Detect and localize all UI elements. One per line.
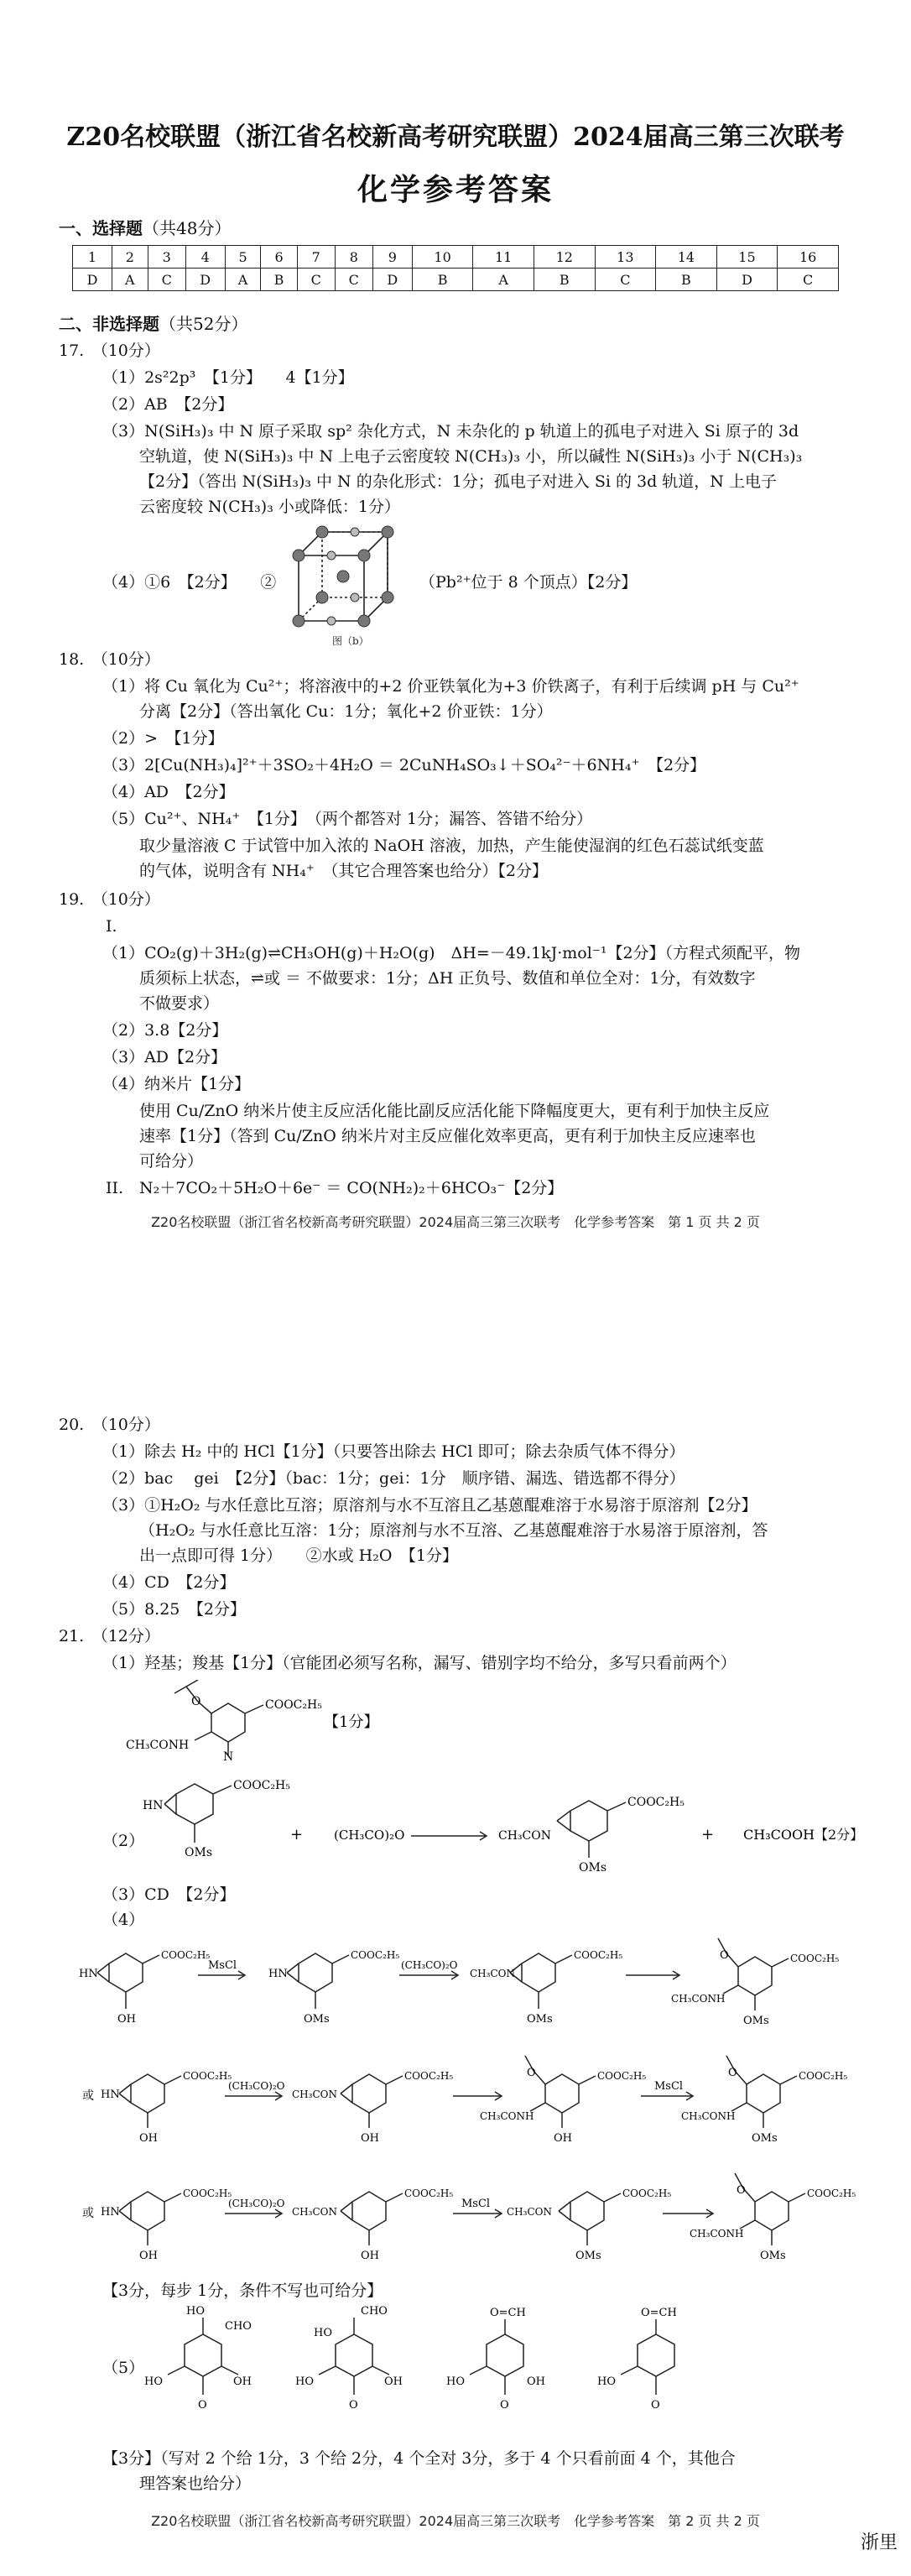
r2-amide-nh-1: CH₃CONH <box>480 2110 534 2122</box>
q17-part2: （2）AB 【2分】 <box>102 395 234 414</box>
q19-part4-line3: 速率【1分】（答到 Cu/ZnO 纳米片对主反应催化效率更高，更有利于加快主反应速率也 <box>139 1127 756 1145</box>
r2-ac2o: (CH₃CO)₂O <box>228 2080 285 2092</box>
iso4-o: O <box>651 2399 660 2412</box>
q-answer: D <box>185 269 225 291</box>
r1-oh: OH <box>117 2013 136 2026</box>
iso1-cho: CHO <box>225 2320 252 2333</box>
r2-ester-4: COOC₂H₅ <box>799 2070 848 2082</box>
r3-amide-1: CH₃CON <box>292 2206 337 2218</box>
q21-route-3 <box>0 2165 911 2274</box>
r1-ester-4: COOC₂H₅ <box>790 1953 840 1964</box>
q19-part-i: I. <box>106 917 117 936</box>
page-2-footer: Z20名校联盟（浙江省名校新高考研究联盟）2024届高三第三次联考 化学参考答案 第 2 页 共 2 页 <box>151 2513 760 2529</box>
q-number: 1 <box>73 246 112 269</box>
r2-oh-1: OH <box>139 2132 158 2145</box>
r3-oh-1: OH <box>139 2250 158 2262</box>
r2-oh-2: OH <box>361 2132 379 2145</box>
q-answer: C <box>148 269 185 291</box>
r2-hn: HN <box>101 2088 120 2101</box>
q-number: 15 <box>716 246 778 269</box>
answer-table-answers <box>73 269 839 291</box>
r2-or: 或 <box>82 2089 94 2103</box>
iso1-oh: OH <box>233 2375 252 2388</box>
answer-table <box>72 245 839 291</box>
iso1-o: O <box>198 2399 207 2412</box>
r3-or: 或 <box>82 2207 94 2220</box>
q20-heading: 20. （10分） <box>59 1416 160 1434</box>
answer-table-numbers <box>73 246 839 269</box>
q20-part5: （5）8.25 【2分】 <box>102 1600 246 1619</box>
q17-part4: （4）①6 【2分】 ② <box>102 573 277 592</box>
iso1-ho-top: HO <box>186 2305 205 2318</box>
r3-o: O <box>737 2184 746 2197</box>
iso2-ho: HO <box>295 2375 314 2388</box>
corner-label: 浙里 <box>860 2532 898 2553</box>
r2-amide: CH₃CON <box>292 2088 337 2100</box>
iso2-o: O <box>349 2399 358 2412</box>
q18-part3: （3）2[Cu(NH₃)₄]²⁺＋3SO₂＋4H₂O ＝ 2CuNH₄SO₃↓＋SO₄²⁻＋6NH₄⁺ 【2分】 <box>102 756 706 774</box>
iso3-formyl: O=CH <box>490 2307 526 2319</box>
r1-ac2o: (CH₃CO)₂O <box>401 1959 458 1971</box>
q21-route-2 <box>0 2047 911 2156</box>
q-number: 2 <box>112 246 148 269</box>
q17-part3-line4: 云密度较 N(CH₃)₃ 小或降低：1分） <box>139 498 400 516</box>
q18-part1-line2: 分离【2分】（答出氧化 Cu：1分；氧化+2 价亚铁：1分） <box>139 702 553 721</box>
r1-amide: CH₃CON <box>470 1968 515 1979</box>
q21-part2: （2） <box>102 1832 145 1850</box>
q21-route-1 <box>0 1930 911 2039</box>
q-answer: A <box>112 269 148 291</box>
r3-oms-2: OMs <box>760 2250 786 2262</box>
q21-s2-ester: COOC₂H₅ <box>233 1779 290 1792</box>
q21-s2-product-oms: OMs <box>579 1861 606 1875</box>
q21-s2-anhydride: (CH₃CO)₂O <box>334 1828 405 1843</box>
q21-s2-acetic-acid: CH₃COOH【2分】 <box>743 1827 864 1843</box>
r1-ester-2: COOC₂H₅ <box>351 1949 400 1961</box>
q21-part4-score: 【3分，每步 1分，条件不写也可给分】 <box>102 2281 383 2300</box>
r2-ester-1: COOC₂H₅ <box>183 2070 232 2082</box>
r1-ester-3: COOC₂H₅ <box>574 1949 623 1961</box>
iso2-oh: OH <box>384 2375 403 2388</box>
r3-ester-3: COOC₂H₅ <box>622 2188 672 2199</box>
section-nonmc-points: （共52分） <box>159 314 248 334</box>
q21-part5-score-line2: 理答案也给分） <box>139 2474 252 2493</box>
iso1-ho: HO <box>144 2375 163 2388</box>
q-answer: B <box>412 269 473 291</box>
r2-mscl: MsCl <box>654 2080 684 2093</box>
q21-part3: （3）CD 【2分】 <box>102 1885 236 1904</box>
q19-heading: 19. （10分） <box>59 890 160 909</box>
q19-part1-line3: 不做要求） <box>139 994 220 1013</box>
q21-s1-n: N <box>223 1750 234 1760</box>
q21-s1-amide: CH₃CONH <box>126 1739 190 1752</box>
q-answer: B <box>261 269 297 291</box>
r1-mscl: MsCl <box>208 1959 237 1972</box>
q-number: 3 <box>148 246 185 269</box>
q-number: 4 <box>185 246 225 269</box>
q18-part5: （5）Cu²⁺、NH₄⁺ 【1分】 （两个都答对 1分；漏答、答错不给分） <box>102 810 593 828</box>
q-number: 8 <box>335 246 372 269</box>
q21-s2-product-amide: CH₃CON <box>498 1829 551 1843</box>
figure-caption: 图（b） <box>332 635 369 647</box>
iso2-ho-top: HO <box>314 2327 332 2339</box>
q19-part-ii: II. N₂＋7CO₂＋5H₂O＋6e⁻ ＝ CO(NH₂)₂＋6HCO₃⁻【2分】 <box>106 1179 564 1197</box>
q21-part1: （1）羟基；羧基【1分】（官能团必须写名称，漏写、错别字均不给分，多写只看前两个） <box>102 1654 737 1672</box>
q21-s1-score: 【1分】 <box>324 1713 379 1731</box>
q17-part3: （3）N(SiH₃)₃ 中 N 原子采取 sp² 杂化方式，N 未杂化的 p 轨道上的孤电子对进入 Si 原子的 3d <box>102 422 799 441</box>
q20-part1: （1）除去 H₂ 中的 HCl【1分】（只要答出除去 HCl 即可；除去杂质气体不得分） <box>102 1442 685 1461</box>
q17-part3-line2: 空轨道，使 N(SiH₃)₃ 中 N 上电子云密度较 N(CH₃)₃ 小，所以碱性 N(SiH₃)₃ 小于 N(CH₃)₃ <box>139 447 803 466</box>
q-answer: D <box>716 269 778 291</box>
q-number: 16 <box>778 246 839 269</box>
section-nonmc <box>59 310 247 335</box>
q21-part5-score: 【3分】（写对 2 个给 1分，3 个给 2分，4 个全对 3分，多于 4 个只看前面 4 个，其他合 <box>102 2449 736 2468</box>
section-nonmc-heading: 二、非选择题 <box>59 314 159 334</box>
q-answer: B <box>656 269 717 291</box>
q21-s2-oms: OMs <box>185 1846 212 1859</box>
q-answer: C <box>595 269 656 291</box>
q19-part4-line4: 可给分） <box>139 1152 204 1171</box>
q21-heading: 21. （12分） <box>59 1627 160 1645</box>
q21-equation-2 <box>0 1760 911 1878</box>
r2-o-1: O <box>527 2067 536 2079</box>
iso3-o: O <box>500 2399 509 2412</box>
q-number: 13 <box>595 246 656 269</box>
iso2-cho: CHO <box>361 2305 388 2318</box>
q-answer: D <box>73 269 112 291</box>
q19-part2: （2）3.8【2分】 <box>102 1021 228 1040</box>
q-number: 9 <box>372 246 412 269</box>
r1-oms-2: OMs <box>527 2013 553 2026</box>
q18-part2: （2）> 【1分】 <box>102 729 224 748</box>
r3-ester-2: COOC₂H₅ <box>404 2188 454 2199</box>
q18-part1: （1）将 Cu 氧化为 Cu²⁺；将溶液中的+2 价亚铁氧化为+3 价铁离子，有利于后续调 pH 与 Cu²⁺ <box>102 677 799 696</box>
answer-title: 化学参考答案 <box>357 172 554 207</box>
r3-ester-4: COOC₂H₅ <box>807 2188 856 2199</box>
q21-structure-1 <box>0 1680 911 1760</box>
q21-isomers <box>0 2302 911 2428</box>
q19-part4-line2: 使用 Cu/ZnO 纳米片使主反应活化能比副反应活化能下降幅度更大，更有利于加快主反应 <box>139 1102 770 1120</box>
q19-part4: （4）纳米片【1分】 <box>102 1075 251 1093</box>
q21-s2-plus2: + <box>701 1826 715 1843</box>
r3-hn: HN <box>101 2206 120 2219</box>
r3-ac2o: (CH₃CO)₂O <box>228 2198 285 2209</box>
q19-part3: （3）AD【2分】 <box>102 1048 227 1066</box>
r3-amide-nh: CH₃CONH <box>690 2228 744 2240</box>
q17-part3-line3: 【2分】（答出 N(SiH₃)₃ 中 N 的杂化形式：1分；孤电子对进入 Si 的 3d 轨道，N 上电子 <box>139 472 777 491</box>
page-1-footer: Z20名校联盟（浙江省名校新高考研究联盟）2024届高三第三次联考 化学参考答案 第 1 页 共 2 页 <box>151 1214 760 1230</box>
q19-part1-line2: 质须标上状态，⇌或 ＝ 不做要求：1分；ΔH 正负号、数值和单位全对：1分，有效数字 <box>139 969 756 988</box>
r2-amide-nh-2: CH₃CONH <box>681 2110 736 2122</box>
r1-o: O <box>720 1949 729 1962</box>
r2-ester-3: COOC₂H₅ <box>597 2070 647 2082</box>
exam-title: Z20名校联盟（浙江省名校新高考研究联盟）2024届高三第三次联考 <box>66 123 845 152</box>
iso3-oh: OH <box>527 2375 545 2388</box>
r2-oms: OMs <box>752 2132 778 2145</box>
r1-ester-1: COOC₂H₅ <box>161 1949 211 1961</box>
q17-part4-note: （Pb²⁺位于 8 个顶点）【2分】 <box>419 573 638 592</box>
q18-part4: （4）AD 【2分】 <box>102 783 235 801</box>
r3-amide-2: CH₃CON <box>507 2206 552 2218</box>
q21-s2-product-ester: COOC₂H₅ <box>627 1796 685 1809</box>
q21-part5: （5） <box>102 2359 145 2377</box>
section-mc-points: （共48分） <box>143 218 232 238</box>
q-number: 12 <box>534 246 595 269</box>
q20-part2: （2）bac gei 【2分】（bac：1分；gei：1分 顺序错、漏选、错选都不得分） <box>102 1469 685 1488</box>
iso3-ho: HO <box>446 2375 465 2388</box>
q20-part3-line2: （H₂O₂ 与水任意比互溶：1分；原溶剂与水不互溶、乙基蒽醌难溶于水易溶于原溶剂，答 <box>139 1521 768 1540</box>
r3-oms-1: OMs <box>575 2250 601 2262</box>
q-answer: C <box>335 269 372 291</box>
q17-part1: （1）2s²2p³ 【1分】 4【1分】 <box>102 368 354 387</box>
q21-s1-ester: COOC₂H₅ <box>265 1698 322 1712</box>
r2-o-2: O <box>728 2067 737 2079</box>
q20-part3-line3: 出一点即可得 1分） ②水或 H₂O 【1分】 <box>139 1546 459 1565</box>
page-2 <box>0 1376 911 2576</box>
q20-part3: （3）①H₂O₂ 与水任意比互溶；原溶剂与水不互溶且乙基蒽醌难溶于水易溶于原溶剂【2分】 <box>102 1496 757 1515</box>
q-answer: C <box>297 269 335 291</box>
q21-s2-hn: HN <box>143 1799 164 1812</box>
q-number: 5 <box>225 246 261 269</box>
r1-hn: HN <box>79 1968 98 1980</box>
q19-part1: （1）CO₂(g)＋3H₂(g)⇌CH₃OH(g)＋H₂O(g) ΔH=－49.1kJ·mol⁻¹【2分】（方程式须配平，物 <box>102 944 801 962</box>
r3-ester-1: COOC₂H₅ <box>183 2188 232 2199</box>
q-answer: D <box>372 269 412 291</box>
q18-part5-line3: 的气体，说明含有 NH₄⁺ （其它合理答案也给分）【2分】 <box>139 862 548 880</box>
q-number: 11 <box>473 246 534 269</box>
q-answer: A <box>225 269 261 291</box>
r2-ester-2: COOC₂H₅ <box>404 2070 454 2082</box>
q20-part4: （4）CD 【2分】 <box>102 1573 236 1592</box>
section-mc <box>59 215 231 239</box>
iso4-formyl: O=CH <box>641 2307 677 2319</box>
q18-heading: 18. （10分） <box>59 650 160 669</box>
q-number: 7 <box>297 246 335 269</box>
q17-heading: 17. （10分） <box>59 342 160 360</box>
q-answer: C <box>778 269 839 291</box>
q21-s1-o: O <box>191 1695 201 1708</box>
r1-oms-3: OMs <box>743 2015 769 2027</box>
r3-mscl: MsCl <box>461 2198 491 2210</box>
r2-oh-3: OH <box>554 2132 572 2145</box>
page-1 <box>0 0 911 1242</box>
section-mc-heading: 一、选择题 <box>59 218 143 238</box>
iso4-ho: HO <box>597 2375 616 2388</box>
crystal-cell-figure <box>289 517 406 651</box>
q-number: 6 <box>261 246 297 269</box>
q-number: 10 <box>412 246 473 269</box>
r1-hn-2: HN <box>268 1968 288 1980</box>
q18-part5-line2: 取少量溶液 C 于试管中加入浓的 NaOH 溶液，加热，产生能使湿润的红色石蕊试纸变蓝 <box>139 837 764 855</box>
r3-oh-2: OH <box>361 2250 379 2262</box>
q21-s2-plus1: + <box>290 1826 304 1843</box>
q-number: 14 <box>656 246 717 269</box>
q-answer: A <box>473 269 534 291</box>
r1-oms-1: OMs <box>304 2013 330 2026</box>
q-answer: B <box>534 269 595 291</box>
r1-amide-nh: CH₃CONH <box>671 1993 726 2005</box>
q21-part4: （4） <box>102 1911 145 1929</box>
